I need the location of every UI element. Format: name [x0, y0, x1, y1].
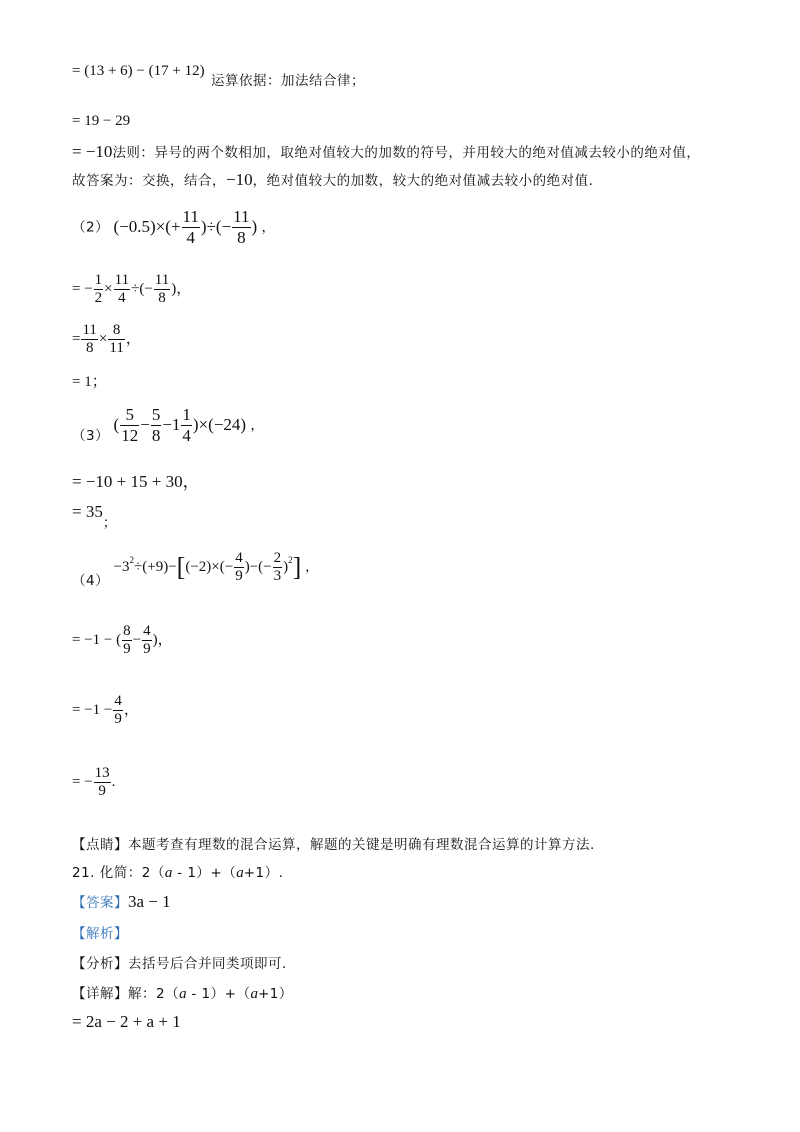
- denominator: 9: [123, 640, 131, 657]
- step-line: [72, 373, 107, 391]
- numerator: 5: [120, 406, 139, 426]
- problem-label: （4）: [72, 572, 110, 589]
- denominator: 11: [109, 339, 124, 356]
- answer-text: ，绝对值较大的加数，较大的绝对值减去较小的绝对值.: [252, 173, 594, 189]
- analysis-line: [72, 925, 128, 943]
- math-text: (−0.5)×(+: [113, 216, 181, 236]
- denominator: 8: [158, 289, 166, 306]
- math-text: ×: [104, 280, 113, 297]
- variable: a: [179, 986, 187, 1002]
- math-text: ÷(+9)−: [134, 558, 177, 575]
- step-line: [72, 623, 173, 658]
- fraction: [94, 765, 111, 800]
- math-text: ): [283, 558, 289, 575]
- numerator: 5: [151, 405, 161, 424]
- fraction: [122, 623, 132, 658]
- section-label: 【点睛】: [72, 837, 128, 853]
- math-expr: = 1；: [72, 374, 107, 390]
- denominator: 4: [182, 425, 191, 445]
- step-line: [72, 473, 200, 492]
- numerator: 11: [182, 207, 199, 226]
- problem-3: [72, 406, 264, 445]
- fraction: [114, 272, 130, 307]
- denominator: 8: [85, 339, 94, 356]
- numerator: 4: [143, 623, 151, 639]
- problem-2: [72, 208, 275, 247]
- fenxi-text: 去括号后合并同类项即可.: [128, 956, 287, 972]
- variable: a: [164, 865, 173, 881]
- question-text: 21. 化简：2（: [72, 865, 165, 881]
- math-text: = −1 −: [72, 701, 113, 718]
- denominator: 9: [143, 640, 151, 657]
- numerator: 1: [94, 272, 103, 288]
- math-text: .: [111, 773, 116, 790]
- detail-line: [72, 985, 293, 1003]
- math-expr: 3a − 1: [128, 892, 171, 911]
- exponent: 2: [288, 554, 293, 565]
- math-text: −1: [162, 414, 181, 434]
- math-expr: = −10 + 15 + 30，: [72, 472, 200, 491]
- fraction: [142, 623, 152, 658]
- math-text: )，: [171, 280, 192, 297]
- math-expr: [72, 322, 141, 356]
- denominator: 4: [186, 227, 195, 247]
- variable: a: [250, 986, 258, 1002]
- denominator: 8: [237, 227, 246, 247]
- denominator: 4: [118, 289, 126, 306]
- problem-4: [72, 550, 320, 589]
- fraction: [151, 406, 162, 445]
- math-expr: [72, 693, 139, 727]
- math-text: )−(−: [244, 558, 272, 575]
- detail-text: - 1）+（: [186, 986, 251, 1002]
- fraction: [120, 406, 139, 445]
- fraction: [94, 272, 104, 307]
- section-label: 【答案】: [72, 895, 128, 911]
- comment-text: 本题考查有理数的混合运算，解题的关键是明确有理数混合运算的计算方法.: [128, 837, 595, 853]
- math-text: )×(−24): [192, 414, 247, 434]
- numerator: 11: [154, 272, 170, 288]
- section-label: 【详解】: [72, 986, 128, 1002]
- denominator: 2: [94, 289, 103, 306]
- denominator: 8: [151, 425, 161, 445]
- section-label: 【分析】: [72, 956, 128, 972]
- step-line: [72, 272, 191, 307]
- numerator: 11: [82, 322, 97, 338]
- problem-label: （3）: [72, 427, 110, 444]
- numerator: 4: [235, 550, 243, 566]
- numerator: 1: [182, 405, 191, 424]
- step-line: [72, 502, 117, 531]
- math-text: )÷(−: [200, 216, 232, 236]
- fraction: [232, 208, 250, 247]
- problem-label: （2）: [72, 219, 110, 236]
- math-text: =: [72, 330, 81, 347]
- numerator: 4: [114, 693, 122, 709]
- punct: ，: [250, 417, 265, 434]
- math-text: = −: [72, 280, 93, 297]
- fenxi-line: [72, 955, 287, 973]
- math-text: ，: [123, 701, 139, 718]
- math-expr: [72, 765, 116, 799]
- math-expr: [113, 405, 251, 445]
- denominator: 9: [235, 567, 243, 584]
- math-text: = −: [72, 773, 93, 790]
- math-text: −3: [113, 558, 130, 575]
- math-expr: = 35: [72, 502, 103, 521]
- math-text: ，: [125, 330, 141, 347]
- math-text: −: [140, 414, 150, 434]
- step-line: [72, 765, 115, 800]
- left-bracket: [: [176, 552, 186, 582]
- math-text: ÷(−: [131, 280, 153, 297]
- math-expr: = 19 − 29: [72, 113, 131, 129]
- math-text: ×: [98, 330, 108, 347]
- fraction: [154, 272, 170, 307]
- exponent: 2: [129, 554, 135, 565]
- step-line: [72, 112, 130, 130]
- variable: a: [236, 865, 244, 881]
- step-line: [72, 322, 141, 357]
- question-21: [72, 864, 283, 882]
- math-expr: = (13 + 6) − (17 + 12): [72, 63, 205, 79]
- right-bracket: ]: [292, 552, 302, 582]
- section-label: 【解析】: [72, 926, 128, 942]
- fraction: [81, 322, 97, 357]
- step-line: [72, 693, 139, 728]
- step-line: [72, 1013, 181, 1032]
- fraction: [234, 550, 244, 585]
- fraction: [181, 406, 192, 445]
- denominator: 3: [273, 567, 282, 584]
- punct: ，: [305, 558, 320, 575]
- step-line: [72, 62, 366, 89]
- question-text: - 1）+（: [172, 865, 237, 881]
- math-text: )，: [152, 631, 173, 648]
- math-expr: = −10: [72, 142, 113, 161]
- math-expr: = 2a − 2 + a + 1: [72, 1012, 181, 1031]
- numerator: 8: [123, 623, 131, 639]
- comment-line: [72, 836, 595, 854]
- rule-note: 运算依据：加法结合律；: [211, 73, 366, 89]
- denominator: 9: [98, 782, 106, 799]
- step-line: [72, 143, 700, 162]
- numerator: 11: [114, 272, 130, 288]
- question-text: +1）.: [243, 865, 284, 881]
- fraction: [273, 550, 283, 585]
- numerator: 2: [273, 550, 282, 566]
- numerator: 8: [108, 322, 124, 340]
- answer-line: [72, 171, 593, 190]
- denominator: 12: [121, 425, 139, 445]
- math-text: ): [251, 216, 258, 236]
- answer-line: [72, 893, 171, 912]
- fraction: [182, 208, 200, 247]
- math-text: = −1 − (: [72, 631, 122, 648]
- math-text: (−2)×(−: [185, 558, 234, 575]
- detail-text: +1）: [257, 986, 293, 1002]
- math-expr: [72, 272, 192, 306]
- fraction: [113, 693, 123, 728]
- rule-text: 法则：异号的两个数相加，取绝对值较大的加数的符号，并用较大的绝对值减去较小的绝对值，: [112, 145, 701, 161]
- numerator: 11: [233, 207, 250, 226]
- punct: ；: [102, 515, 117, 531]
- math-text: −: [132, 631, 142, 648]
- math-expr: −10: [226, 170, 253, 189]
- denominator: 9: [114, 710, 122, 727]
- answer-text: 故答案为：交换，结合，: [72, 173, 226, 189]
- numerator: 13: [94, 765, 110, 781]
- math-expr: [113, 550, 306, 584]
- punct: ，: [261, 219, 276, 236]
- math-expr: [72, 623, 173, 657]
- fraction: [108, 322, 124, 357]
- math-text: (: [113, 414, 120, 434]
- math-expr: [113, 207, 262, 247]
- detail-text: 解：2（: [128, 986, 180, 1002]
